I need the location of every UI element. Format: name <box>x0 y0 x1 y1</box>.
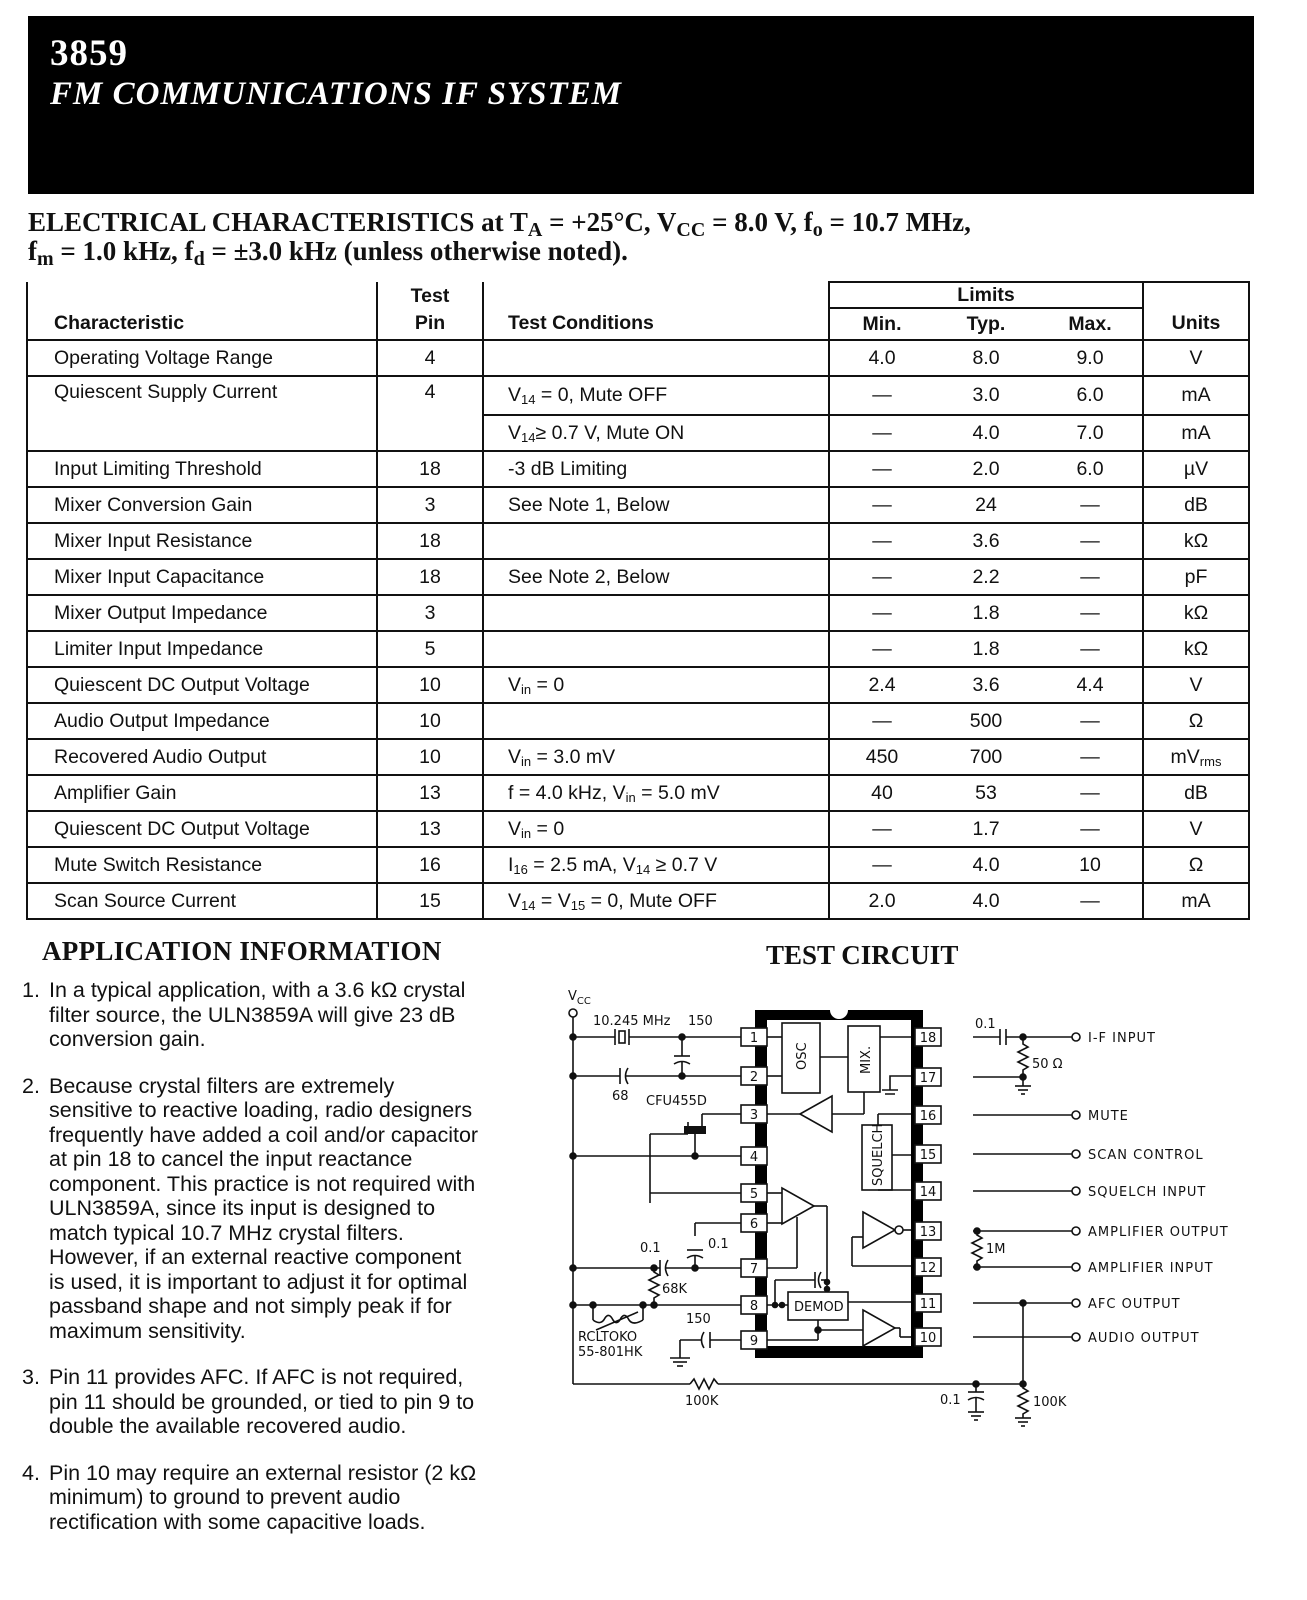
header-spacer <box>27 282 377 308</box>
pin-13-label: 13 <box>919 1225 937 1240</box>
test-conditions-cell: See Note 2, Below <box>483 559 829 595</box>
test-pin-cell: 18 <box>377 559 483 595</box>
subscript: in <box>521 825 532 841</box>
note-number: 2. <box>22 1073 40 1098</box>
pin-9-label: 9 <box>749 1334 759 1349</box>
subscript: 14 <box>521 429 536 445</box>
max-cell: — <box>1038 811 1143 847</box>
characteristic-cell: Mixer Conversion Gain <box>27 487 377 523</box>
ec-text: = ±3.0 kHz (unless otherwise noted). <box>204 236 628 266</box>
application-notes <box>22 978 482 1556</box>
terminal-label: SQUELCH INPUT <box>1088 1185 1207 1200</box>
units-cell: Ω <box>1143 703 1249 739</box>
ec-sub: m <box>37 248 54 270</box>
cap-01-out-label: 0.1 <box>940 1393 961 1408</box>
units-cell: dB <box>1143 487 1249 523</box>
pin-8-label: 8 <box>749 1299 759 1314</box>
res-50-label: 50 Ω <box>1032 1057 1063 1072</box>
resistor-50-icon <box>1018 1040 1028 1075</box>
terminal-icon <box>1072 1263 1080 1271</box>
pin-6-label: 6 <box>749 1217 759 1232</box>
test-pin-cell: 18 <box>377 523 483 559</box>
max-cell: 9.0 <box>1038 340 1143 376</box>
mix-label: MIX. <box>859 1045 874 1074</box>
units-cell: mA <box>1143 883 1249 919</box>
characteristic-cell: Operating Voltage Range <box>27 340 377 376</box>
application-note <box>22 978 482 1052</box>
min-cell: — <box>829 595 934 631</box>
res-1m-label: 1M <box>986 1242 1006 1257</box>
ec-text: = +25°C, V <box>542 207 677 237</box>
pin-16-label: 16 <box>919 1109 937 1124</box>
units-cell: pF <box>1143 559 1249 595</box>
subscript: 14 <box>635 861 651 877</box>
table-row <box>27 487 1249 523</box>
pin-18-label: 18 <box>919 1031 937 1046</box>
test-conditions-cell: $V_{14}\ge 0.7$ V, Mute ON <box>483 415 829 451</box>
characteristic-cell: Limiter Input Impedance <box>27 631 377 667</box>
subscript: in <box>625 789 636 805</box>
test-conditions-cell <box>483 523 829 559</box>
terminal-icon <box>1072 1299 1080 1307</box>
table-row <box>27 340 1249 376</box>
characteristic-cell: Mixer Input Resistance <box>27 523 377 559</box>
note-number: 4. <box>22 1460 40 1485</box>
electrical-characteristics-table <box>26 281 1250 920</box>
test-pin-cell: 4 <box>377 340 483 376</box>
table-row <box>27 811 1249 847</box>
cap-150-label: 150 <box>688 1014 713 1029</box>
max-cell: — <box>1038 739 1143 775</box>
min-cell: — <box>829 847 934 883</box>
table-row <box>27 415 1249 451</box>
terminal-icon <box>1072 1111 1080 1119</box>
header-units: Units <box>1143 308 1249 340</box>
demod-label: DEMOD <box>794 1300 844 1315</box>
cap-68-label: 68 <box>612 1089 629 1104</box>
subscript: 14 <box>521 897 536 913</box>
test-conditions-cell: f = 4.0 kHz, $V_{in} = 5.0$ mV <box>483 775 829 811</box>
ec-text: f <box>28 236 37 266</box>
resistor-1m-icon <box>972 1231 982 1267</box>
header-min: Min. <box>829 308 934 340</box>
table-row <box>27 739 1249 775</box>
units-cell: kΩ <box>1143 631 1249 667</box>
typ-cell: 4.0 <box>934 847 1038 883</box>
cap-150-bottom-label: 150 <box>686 1312 711 1327</box>
units-cell: dB <box>1143 775 1249 811</box>
pin-14-label: 14 <box>919 1185 937 1200</box>
cap-01-if-label: 0.1 <box>975 1017 996 1032</box>
header-characteristic: Characteristic <box>27 308 377 340</box>
ec-sub: d <box>193 248 205 270</box>
header-test-pin-1: Test <box>377 282 483 308</box>
max-cell: — <box>1038 559 1143 595</box>
characteristic-cell: Quiescent DC Output Voltage <box>27 667 377 703</box>
ec-text: = 10.7 MHz, <box>822 207 971 237</box>
test-conditions-cell <box>483 340 829 376</box>
units-cell: V <box>1143 811 1249 847</box>
table-row <box>27 631 1249 667</box>
subscript: 16 <box>513 861 528 877</box>
typ-cell: 3.6 <box>934 523 1038 559</box>
note-number: 3. <box>22 1365 40 1389</box>
terminal-label: SCAN CONTROL <box>1088 1148 1204 1163</box>
table-row <box>27 451 1249 487</box>
table-row <box>27 559 1249 595</box>
test-conditions-cell <box>483 595 829 631</box>
note-text: Pin 10 may require an external resistor (2 kΩ minimum) to ground to prevent audio rectification with some capacitive loads. <box>49 1460 477 1534</box>
min-cell: — <box>829 631 934 667</box>
min-cell: 4.0 <box>829 340 934 376</box>
note-text: In a typical application, with a 3.6 kΩ crystal filter source, the ULN3859A will give 23 dB conversion gain. <box>49 978 466 1051</box>
pin-5-label: 5 <box>749 1187 759 1202</box>
ec-text: ELECTRICAL CHARACTERISTICS at T <box>28 207 528 237</box>
pin-2-label: 2 <box>749 1070 759 1085</box>
test-conditions-cell <box>483 703 829 739</box>
terminal-icon <box>1072 1150 1080 1158</box>
subscript: in <box>521 753 532 769</box>
max-cell: — <box>1038 883 1143 919</box>
terminal-icon <box>1072 1187 1080 1195</box>
test-conditions-cell: $V_{in} = 0$ <box>483 667 829 703</box>
filter-label: CFU455D <box>646 1094 707 1109</box>
test-conditions-cell <box>483 631 829 667</box>
units-cell: mA <box>1143 415 1249 451</box>
min-cell: — <box>829 487 934 523</box>
subscript: 15 <box>570 897 586 913</box>
test-conditions-cell: $V_{14} = 0$, Mute OFF <box>483 376 829 415</box>
typ-cell: 2.0 <box>934 451 1038 487</box>
cap-01-a-label: 0.1 <box>640 1241 661 1256</box>
max-cell: — <box>1038 631 1143 667</box>
test-conditions-cell: $V_{14} = V_{15} = 0$, Mute OFF <box>483 883 829 919</box>
application-note <box>22 1365 482 1439</box>
test-pin-cell: 15 <box>377 883 483 919</box>
table-row <box>27 523 1249 559</box>
typ-cell: 1.7 <box>934 811 1038 847</box>
min-cell: 2.0 <box>829 883 934 919</box>
test-pin-cell: 18 <box>377 451 483 487</box>
table-row <box>27 595 1249 631</box>
pin-15-label: 15 <box>919 1148 937 1163</box>
ec-text: = 1.0 kHz, f <box>53 236 194 266</box>
test-pin-cell: 16 <box>377 847 483 883</box>
pin-17-label: 17 <box>919 1071 937 1086</box>
test-conditions-cell: $V_{in} = 0$ <box>483 811 829 847</box>
test-pin-cell: 3 <box>377 487 483 523</box>
terminal-icon <box>1072 1333 1080 1341</box>
res-100k-out-label: 100K <box>1033 1395 1067 1410</box>
typ-cell: 8.0 <box>934 340 1038 376</box>
characteristic-cell: Audio Output Impedance <box>27 703 377 739</box>
pin-10-label: 10 <box>919 1331 937 1346</box>
header-test-conditions: Test Conditions <box>483 308 829 340</box>
ec-sub: o <box>812 219 823 241</box>
typ-cell: 4.0 <box>934 415 1038 451</box>
pin-12-label: 12 <box>919 1261 937 1276</box>
vcc-terminal <box>569 1009 577 1017</box>
units-cell: $mV_{rms}$ <box>1143 739 1249 775</box>
characteristic-cell: Mixer Input Capacitance <box>27 559 377 595</box>
pin-7-label: 7 <box>749 1262 759 1277</box>
characteristic-cell: Input Limiting Threshold <box>27 451 377 487</box>
test-circuit-schematic <box>560 980 1260 1440</box>
max-cell: 4.4 <box>1038 667 1143 703</box>
typ-cell: 1.8 <box>934 631 1038 667</box>
cap-01-b-label: 0.1 <box>708 1237 729 1252</box>
characteristic-cell: Recovered Audio Output <box>27 739 377 775</box>
res-100k-bottom-label: 100K <box>685 1394 719 1409</box>
characteristic-cell: Quiescent Supply Current <box>27 376 377 415</box>
min-cell: — <box>829 376 934 415</box>
application-information-heading: APPLICATION INFORMATION <box>42 936 442 966</box>
pin-11-label: 11 <box>919 1297 937 1312</box>
units-cell: kΩ <box>1143 595 1249 631</box>
max-cell: — <box>1038 595 1143 631</box>
table-row <box>27 775 1249 811</box>
units-cell: µV <box>1143 451 1249 487</box>
test-pin-cell: 13 <box>377 811 483 847</box>
header-limits: Limits <box>829 282 1143 308</box>
crystal-label: 10.245 MHz <box>593 1014 671 1029</box>
note-text: Pin 11 provides AFC. If AFC is not required, pin 11 should be grounded, or tied to pin 9 to double the available recovered audio. <box>49 1365 475 1438</box>
characteristic-cell: Scan Source Current <box>27 883 377 919</box>
filter-icon <box>684 1126 706 1134</box>
test-pin-cell: 3 <box>377 595 483 631</box>
note-text: Because crystal filters are extremely sensitive to reactive loading, radio designers frequently have added a coil and/or capacitor at pin 18 to cancel the input reactance component. This practice is not required with ULN3859A, since its input is designed to match typical 10.7 MHz crystal filters. However, if an external reactive component is used, it is important to adjust it for optimal passband shape and not simply peak if for maximum sensitivity. <box>49 1073 479 1343</box>
header-test-pin-2: Pin <box>377 308 483 340</box>
table-row <box>27 667 1249 703</box>
res-68k-label: 68K <box>662 1282 688 1297</box>
pin-1-label: 1 <box>749 1031 759 1046</box>
table-row <box>27 883 1249 919</box>
test-circuit-heading: TEST CIRCUIT <box>766 940 959 970</box>
typ-cell: 53 <box>934 775 1038 811</box>
osc-label: OSC <box>795 1042 810 1070</box>
test-conditions-cell: $V_{in} = 3.0$ mV <box>483 739 829 775</box>
typ-cell: 2.2 <box>934 559 1038 595</box>
units-cell: kΩ <box>1143 523 1249 559</box>
units-cell: Ω <box>1143 847 1249 883</box>
title-banner <box>28 16 1254 194</box>
application-note <box>22 1074 482 1344</box>
max-cell: — <box>1038 487 1143 523</box>
pin-3-label: 3 <box>749 1108 759 1123</box>
coil-label-2: 55-801HK <box>578 1345 643 1360</box>
test-pin-cell: 10 <box>377 667 483 703</box>
typ-cell: 4.0 <box>934 883 1038 919</box>
test-pin-cell: 13 <box>377 775 483 811</box>
test-conditions-cell: $I_{16} = 2.5$ mA, $V_{14} \ge 0.7$ V <box>483 847 829 883</box>
characteristic-cell: Mixer Output Impedance <box>27 595 377 631</box>
typ-cell: 24 <box>934 487 1038 523</box>
test-pin-cell: 10 <box>377 703 483 739</box>
min-cell: 2.4 <box>829 667 934 703</box>
ec-text: = 8.0 V, f <box>705 207 813 237</box>
vcc-label: $V_{CC}$ <box>568 989 591 1007</box>
units-cell: mA <box>1143 376 1249 415</box>
table-row <box>27 376 1249 415</box>
terminal-icon <box>1072 1033 1080 1041</box>
typ-cell: 700 <box>934 739 1038 775</box>
table-row <box>27 847 1249 883</box>
units-cell: V <box>1143 667 1249 703</box>
terminal-label: AUDIO OUTPUT <box>1088 1331 1200 1346</box>
header-spacer <box>483 282 829 308</box>
resistor-68k-icon <box>649 1268 659 1303</box>
coil-icon <box>593 1315 643 1323</box>
document-title: FM COMMUNICATIONS IF SYSTEM <box>50 76 622 112</box>
max-cell: — <box>1038 523 1143 559</box>
test-pin-cell <box>377 415 483 451</box>
min-cell: — <box>829 703 934 739</box>
typ-cell: 3.0 <box>934 376 1038 415</box>
subscript: in <box>521 681 532 697</box>
subscript: rms <box>1199 753 1222 769</box>
terminal-label: AFC OUTPUT <box>1088 1297 1181 1312</box>
min-cell: — <box>829 559 934 595</box>
table-row <box>27 703 1249 739</box>
max-cell: — <box>1038 703 1143 739</box>
terminal-icon <box>1072 1227 1080 1235</box>
terminal-label: I-F INPUT <box>1088 1031 1156 1046</box>
test-pin-cell: 5 <box>377 631 483 667</box>
test-pin-cell: 10 <box>377 739 483 775</box>
test-pin-cell: 4 <box>377 376 483 415</box>
test-conditions-cell: See Note 1, Below <box>483 487 829 523</box>
ec-sub: CC <box>676 219 706 241</box>
characteristic-cell: Mute Switch Resistance <box>27 847 377 883</box>
subscript: 14 <box>521 392 536 407</box>
min-cell: — <box>829 811 934 847</box>
max-cell: 10 <box>1038 847 1143 883</box>
min-cell: — <box>829 451 934 487</box>
max-cell: — <box>1038 775 1143 811</box>
typ-cell: 1.8 <box>934 595 1038 631</box>
min-cell: — <box>829 523 934 559</box>
test-conditions-cell: -3 dB Limiting <box>483 451 829 487</box>
min-cell: 40 <box>829 775 934 811</box>
min-cell: 450 <box>829 739 934 775</box>
characteristic-cell: Amplifier Gain <box>27 775 377 811</box>
note-number: 1. <box>22 978 40 1002</box>
resistor-100k-out-icon <box>1018 1384 1028 1418</box>
ec-sub: A <box>527 219 543 241</box>
max-cell: 7.0 <box>1038 415 1143 451</box>
part-number: 3859 <box>50 33 128 74</box>
coil-label-1: RCLTOKO <box>578 1330 638 1345</box>
typ-cell: 3.6 <box>934 667 1038 703</box>
electrical-characteristics-heading <box>28 207 1228 270</box>
characteristic-cell <box>27 415 377 451</box>
application-note <box>22 1461 482 1535</box>
min-cell: — <box>829 415 934 451</box>
header-max: Max. <box>1038 308 1143 340</box>
typ-cell: 500 <box>934 703 1038 739</box>
resistor-100k-icon <box>690 1379 718 1389</box>
squelch-label: SQUELCH <box>871 1123 886 1186</box>
max-cell: 6.0 <box>1038 451 1143 487</box>
header-spacer <box>1143 282 1249 308</box>
max-cell: 6.0 <box>1038 376 1143 415</box>
terminal-label: AMPLIFIER INPUT <box>1088 1261 1214 1276</box>
terminal-label: AMPLIFIER OUTPUT <box>1088 1225 1229 1240</box>
header-typ: Typ. <box>934 308 1038 340</box>
characteristic-cell: Quiescent DC Output Voltage <box>27 811 377 847</box>
pin-4-label: 4 <box>749 1150 759 1165</box>
terminal-label: MUTE <box>1088 1109 1129 1124</box>
units-cell: V <box>1143 340 1249 376</box>
